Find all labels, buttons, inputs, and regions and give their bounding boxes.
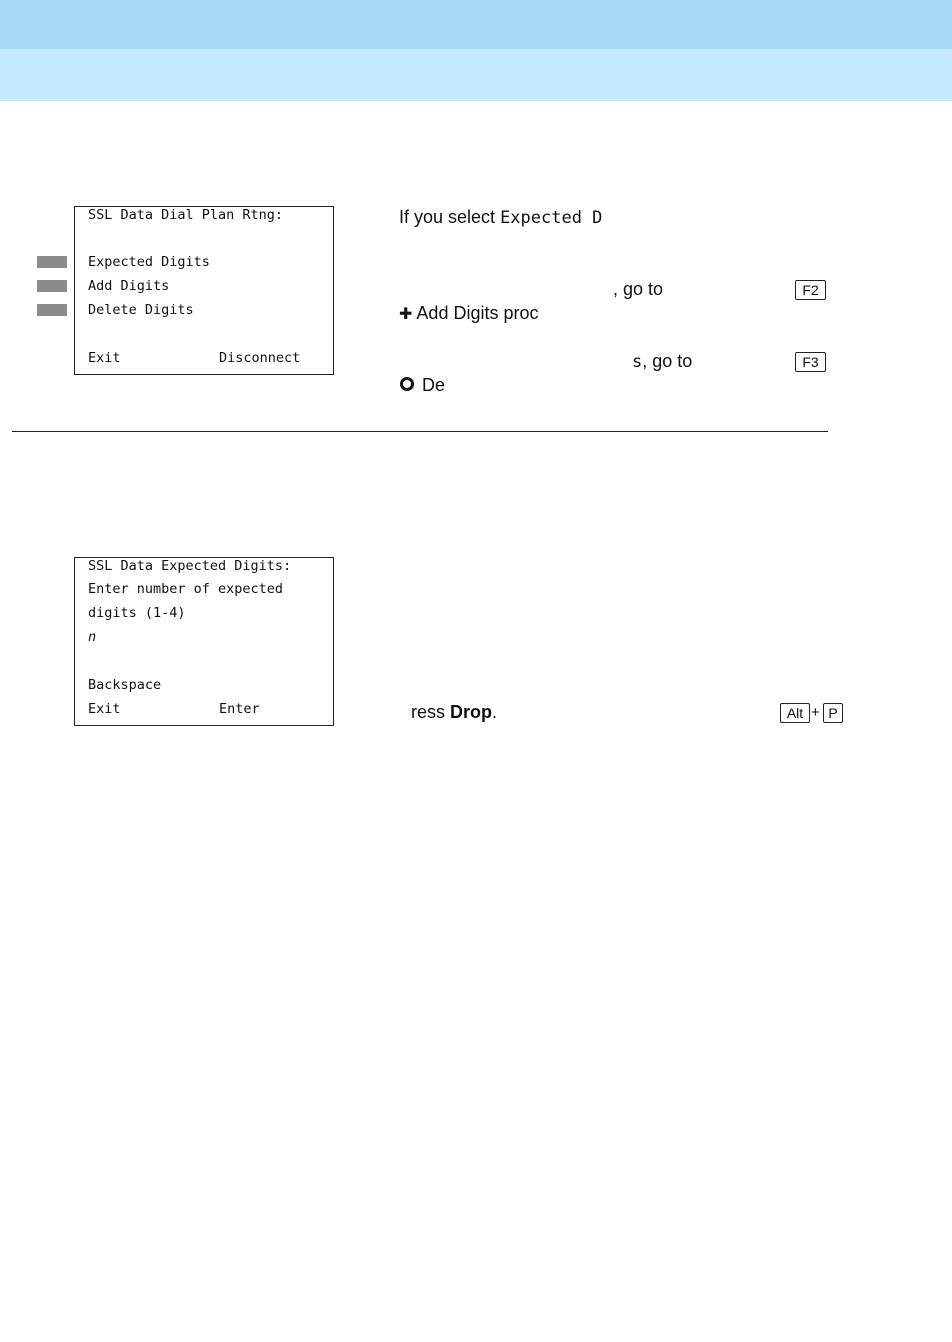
f3-key: F3	[795, 352, 826, 372]
plus-icon: ✚	[399, 306, 413, 323]
prompt-line-1: Enter number of expected	[88, 581, 284, 597]
p-key: P	[823, 703, 843, 723]
enter-option[interactable]: Enter	[219, 701, 260, 717]
f2-key: F2	[795, 280, 826, 300]
lcd-title: SSL Data Dial Plan Rtng:	[88, 207, 284, 223]
exit-option[interactable]: Exit	[88, 701, 121, 717]
ring-bullet-icon	[400, 377, 414, 391]
menu-item-add-digits[interactable]: Add Digits	[88, 278, 170, 294]
menu-item-expected-digits[interactable]: Expected Digits	[88, 254, 210, 270]
instruction-line-5: De	[422, 375, 446, 395]
header-band-top	[0, 0, 952, 49]
instruction-line-2: , go to	[613, 279, 664, 299]
lcd-title: SSL Data Expected Digits:	[88, 558, 292, 574]
lcd-screen-expected-digits	[74, 557, 334, 726]
disconnect-option[interactable]: Disconnect	[219, 350, 301, 366]
instruction-line-3: ✚ Add Digits proc	[399, 303, 539, 323]
backspace-option[interactable]: Backspace	[88, 677, 162, 693]
lcd-screen-dial-plan	[74, 206, 334, 375]
instruction-line-1: If you select Expected D	[399, 207, 603, 228]
digits-input[interactable]: n	[88, 629, 97, 645]
softkey-delete-digits[interactable]	[37, 304, 67, 316]
key-plus: +	[811, 704, 820, 721]
softkey-add-digits[interactable]	[37, 280, 67, 292]
alt-key: Alt	[780, 703, 810, 723]
exit-option[interactable]: Exit	[88, 350, 121, 366]
header-band-bottom	[0, 49, 952, 101]
section-divider	[12, 431, 828, 432]
softkey-expected-digits[interactable]	[37, 256, 67, 268]
instruction-line-4: s, go to	[632, 351, 693, 372]
menu-item-delete-digits[interactable]: Delete Digits	[88, 302, 194, 318]
prompt-line-2: digits (1-4)	[88, 605, 186, 621]
instruction-drop: ress Drop.	[411, 702, 498, 722]
